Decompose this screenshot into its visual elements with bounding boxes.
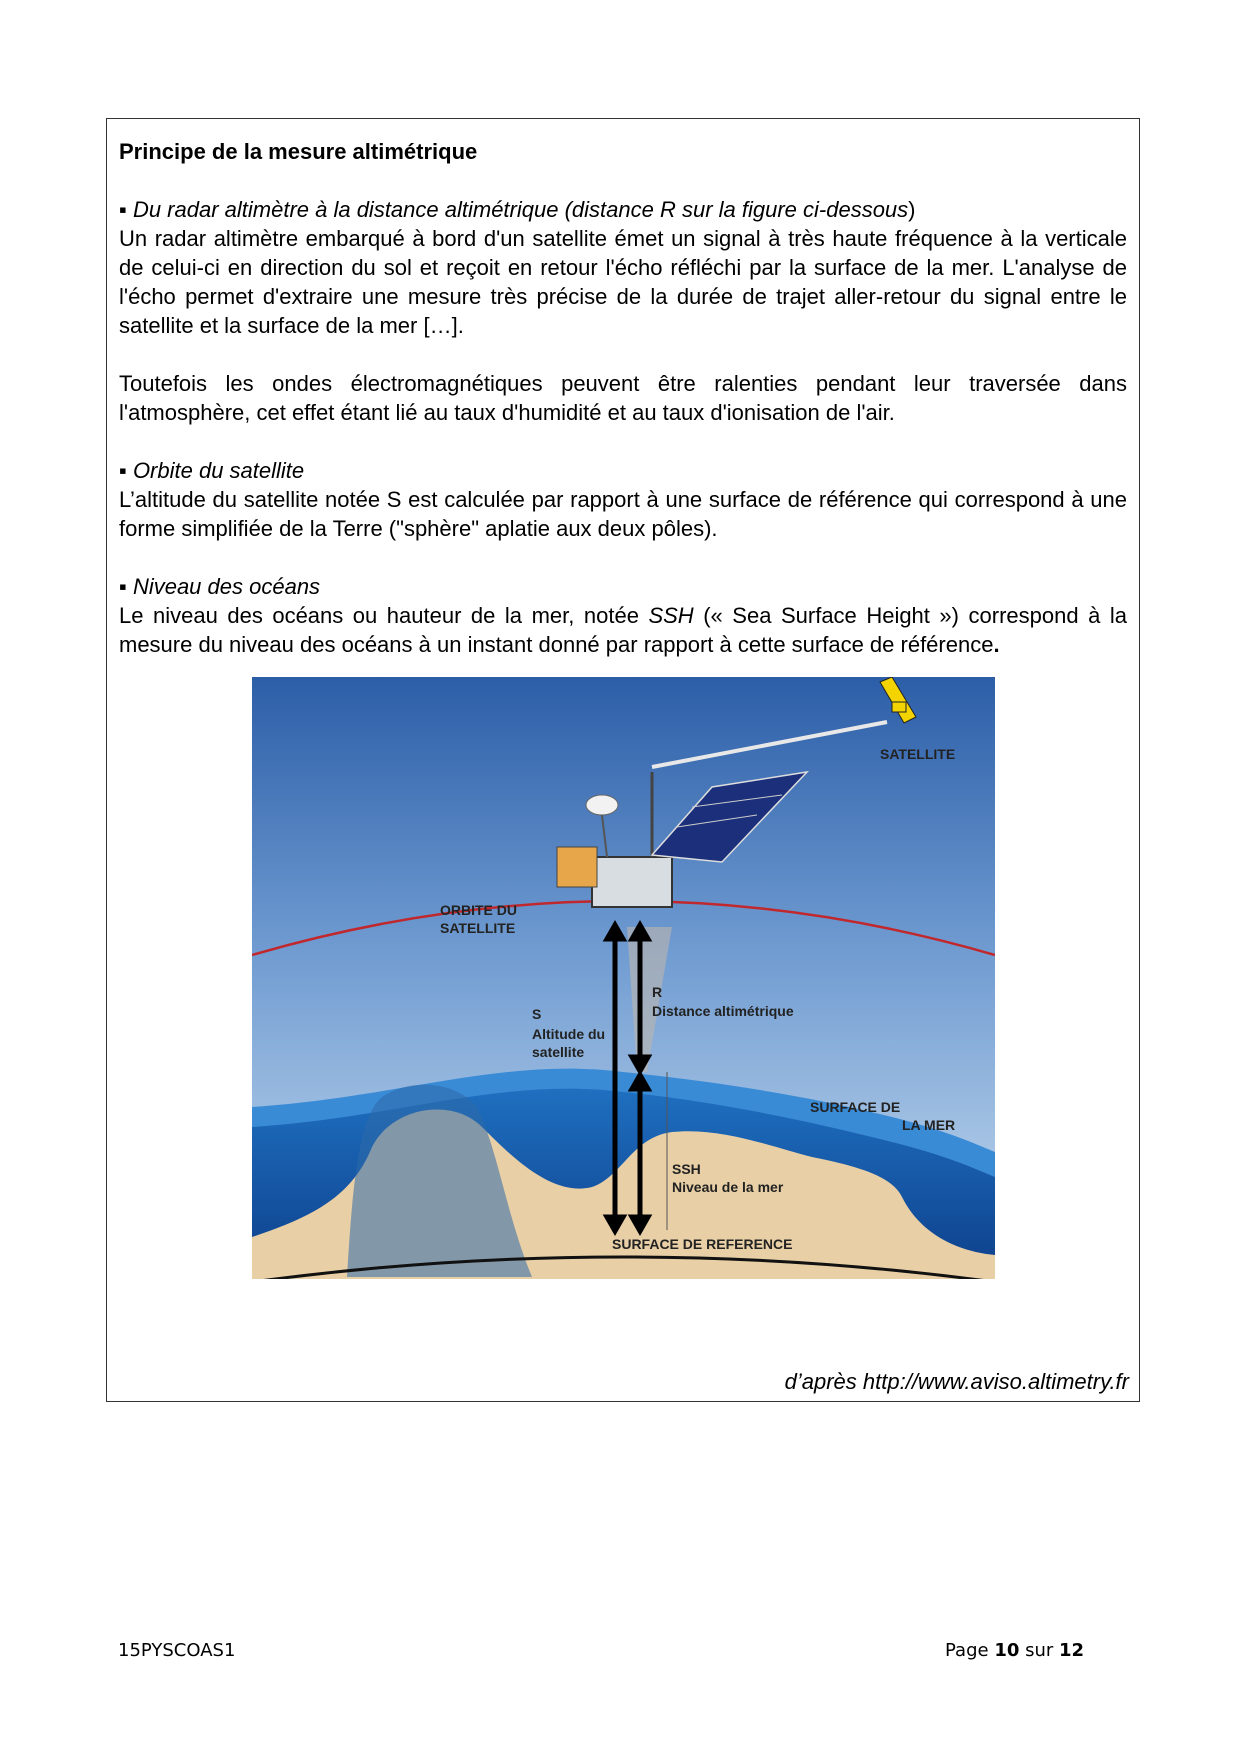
page-title: Principe de la mesure altimétrique	[119, 139, 478, 164]
label-s-2: satellite	[532, 1044, 585, 1060]
label-s-1: Altitude du	[532, 1026, 606, 1042]
label-orbite-1: ORBITE DU	[440, 902, 517, 918]
bullet-icon: ▪	[119, 197, 127, 222]
section1-heading-text: Du radar altimètre à la distance altimétrique (distance R sur la figure ci-dessous	[132, 197, 909, 222]
label-r: R	[652, 984, 663, 1000]
section2-heading-text: Orbite du satellite	[132, 458, 305, 483]
source-credit: d’après http://www.aviso.altimetry.fr	[784, 1369, 1129, 1394]
altimetry-figure	[252, 677, 995, 1279]
footer-code: 15PYSCOAS1	[118, 1640, 236, 1661]
section1-heading	[119, 195, 1127, 224]
section3-heading-text: Niveau des océans	[132, 574, 321, 599]
section2-heading	[119, 456, 1127, 485]
footer-page-number: Page 10 sur 12	[945, 1640, 1085, 1661]
label-r-1: Distance altimétrique	[652, 1003, 794, 1019]
bullet-icon: ▪	[119, 574, 127, 599]
section1-paragraph1: Un radar altimètre embarqué à bord d'un satellite émet un signal à très haute fréquence à la verticale de celui-ci en direction du sol et reçoit en retour l'écho réfléchi par la surface de la mer. L'analyse de l'écho permet d'extraire une mesure très précise de la durée de trajet aller-retour du signal entre le satellite et la surface de la mer […].	[119, 226, 1127, 338]
label-satellite: SATELLITE	[880, 746, 956, 762]
bullet-icon: ▪	[119, 458, 127, 483]
section1-paragraph2: Toutefois les ondes électromagnétiques peuvent être ralenties pendant leur traversée dans l'atmosphère, cet effet étant lié au taux d'humidité et au taux d'ionisation de l'air.	[119, 371, 1127, 425]
label-ssh: SSH	[672, 1161, 701, 1177]
label-s: S	[532, 1006, 542, 1022]
label-surface-1: SURFACE DE	[810, 1099, 901, 1115]
label-reference: SURFACE DE REFERENCE	[612, 1236, 793, 1252]
section3-heading	[119, 572, 1127, 601]
ssh-term: SSH	[648, 603, 694, 628]
section1-heading-close: )	[908, 197, 916, 222]
content-frame	[106, 118, 1140, 1402]
label-orbite-2: SATELLITE	[440, 920, 516, 936]
content-body	[119, 119, 1127, 659]
label-ssh-1: Niveau de la mer	[672, 1179, 784, 1195]
label-surface-2: LA MER	[902, 1117, 956, 1133]
section2-paragraph: L’altitude du satellite notée S est calculée par rapport à une surface de référence qui correspond à une forme simplifiée de la Terre ("sphère" aplatie aux deux pôles).	[119, 487, 1127, 541]
section3-paragraph: Le niveau des océans ou hauteur de la mer, notée SSH (« Sea Surface Height ») correspond à la mesure du niveau des océans à un instant donné par rapport à cette surface de référence.	[119, 603, 1127, 657]
